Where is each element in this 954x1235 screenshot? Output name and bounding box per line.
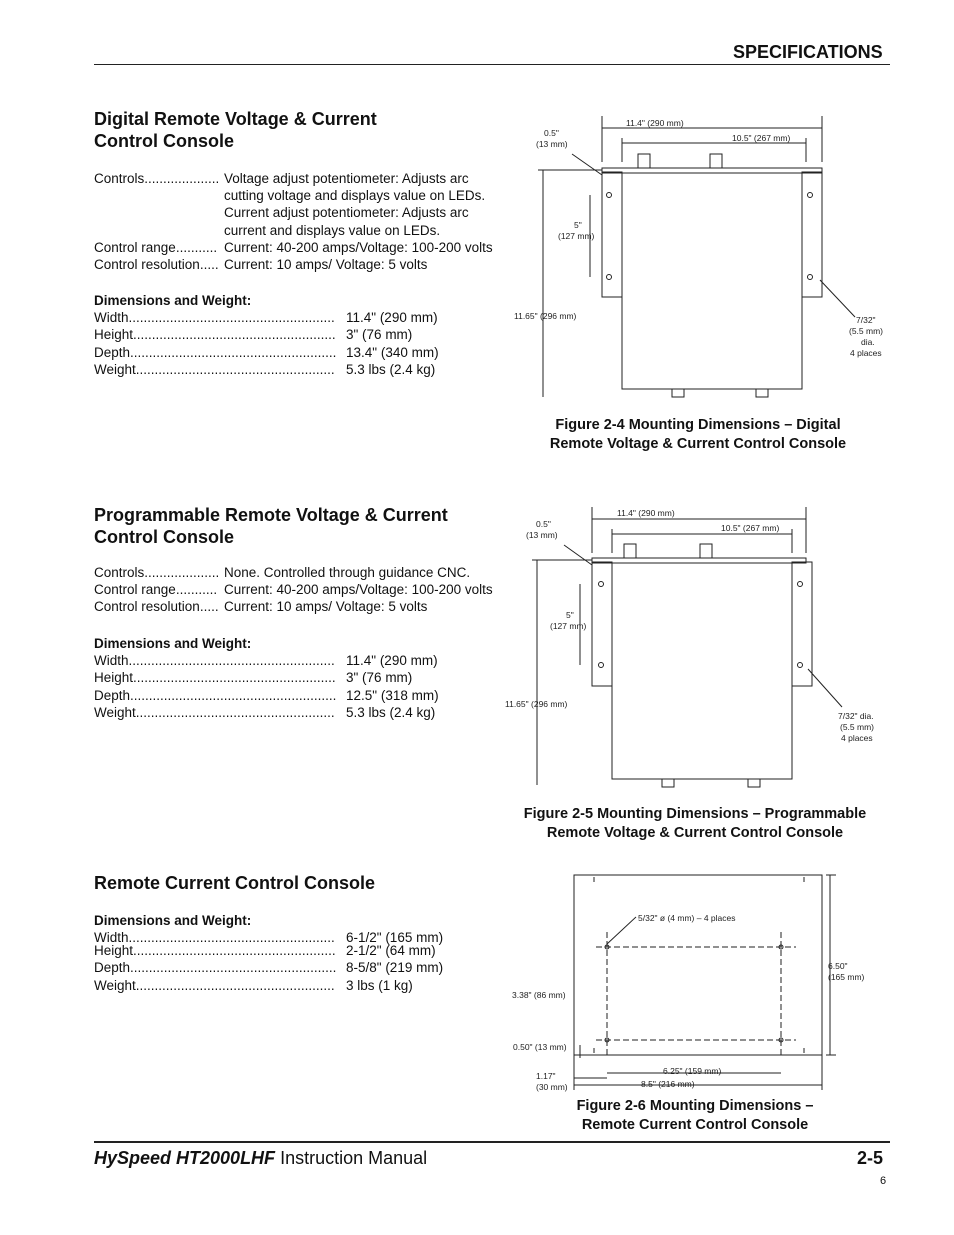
dim-row-height: Height ...................................................... 3" (76 mm) [94,670,413,686]
svg-text:3.38" (86 mm): 3.38" (86 mm) [512,990,566,1000]
spec-row-resolution: Control resolution ..... Current: 10 amps/ Voltage: 5 volts [94,599,428,615]
section-header: SPECIFICATIONS [733,42,883,62]
dim-row-width: Width ....................................................... 6-1/2" (165 mm) [94,930,444,946]
figure-2-4-caption: Figure 2-4 Mounting Dimensions – Digital Remote Voltage & Current Control Console [549,417,847,452]
section-title-remote-current: Remote Current Control Console [94,873,376,893]
dims-title: Dimensions and Weight: [94,293,252,308]
spec-row-resolution: Control resolution ..... Current: 10 amps/ Voltage: 5 volts [94,257,428,272]
svg-text:(13 mm): (13 mm) [536,139,568,149]
figure-2-6-caption: Figure 2-6 Mounting Dimensions – Remote Current Control Console [576,1098,814,1133]
figure-2-6-drawing [508,868,878,1098]
svg-text:(5.5 mm): (5.5 mm) [840,722,874,732]
dim-row-weight: Weight ..................................................... 3 lbs (1 kg) [94,977,413,993]
dim-row-height: Height ...................................................... 2-1/2" (64 mm) [94,943,436,959]
footer-manual-title: HySpeed HT2000LHF Instruction Manual [94,1148,428,1168]
svg-text:5": 5" [566,610,574,620]
svg-text:7/32": 7/32" [856,315,876,325]
svg-text:10.5" (267 mm): 10.5" (267 mm) [721,523,780,533]
page-number: 6 [880,1175,887,1187]
svg-text:0.5": 0.5" [536,519,551,529]
figure-2-5-caption: Figure 2-5 Mounting Dimensions – Programmable Remote Voltage & Current Control Console [523,806,867,841]
svg-text:dia.: dia. [861,337,875,347]
svg-text:8.5" (216 mm): 8.5" (216 mm) [641,1079,695,1089]
svg-text:0.5": 0.5" [544,128,559,138]
footer-rule [94,1141,890,1143]
dims-remote-current: Dimensions and Weight: Width ....................................................... 6-1/2" (165 mm) Height ...................................................... 2-1/2" (64 mm) Depth ....................................................... 8-5/8" (219 mm) Weight ..................................................... 3 lbs (1 kg) [94,913,444,993]
spec-row-range: Control range ........... Current: 40-200 amps/Voltage: 100-200 volts [94,582,493,598]
spec-row-controls: Controls .................... None. Controlled through guidance CNC. [94,565,471,580]
svg-text:(127 mm): (127 mm) [558,231,595,241]
dim-row-weight: Weight ..................................................... 5.3 lbs (2.4 kg) [94,361,436,377]
header-rule [94,64,890,65]
figure-2-4-drawing [510,112,890,402]
dim-row-width: Width ....................................................... 11.4" (290 mm) [94,653,438,669]
dim-row-depth: Depth ....................................................... 12.5" (318 mm) [94,687,439,703]
specs-digital [94,170,493,273]
svg-text:(5.5 mm): (5.5 mm) [849,326,883,336]
spec-row-controls: Controls .................... Voltage adjust potentiometer: Adjusts arc cutting voltage and displays value on LEDs. Current adjust potentiometer: Adjusts arc current and displays value on LEDs. [94,171,486,238]
section-title-programmable: Programmable Remote Voltage & Current Control Console [94,505,448,547]
dims-programmable: Dimensions and Weight: Width ....................................................... 11.4" (290 mm) Height ...................................................... 3" (76 mm) Depth ....................................................... 12.5" (318 mm) Weight ..................................................... 5.3 lbs (2.4 kg) [94,636,439,720]
svg-text:(30 mm): (30 mm) [536,1082,568,1092]
svg-text:(165 mm): (165 mm) [828,972,865,982]
svg-text:1.17": 1.17" [536,1071,556,1081]
dim-row-depth: Depth ....................................................... 8-5/8" (219 mm) [94,960,444,976]
svg-text:11.65" (296 mm): 11.65" (296 mm) [505,699,568,709]
svg-text:(127 mm): (127 mm) [550,621,587,631]
svg-text:4 places: 4 places [850,348,882,358]
figure-2-5-drawing [500,503,890,793]
svg-text:0.50" (13 mm): 0.50" (13 mm) [513,1042,567,1052]
svg-text:11.65" (296 mm): 11.65" (296 mm) [514,311,577,321]
spec-row-range: Control range ........... Current: 40-200 amps/Voltage: 100-200 volts [94,239,493,255]
svg-text:11.4" (290 mm): 11.4" (290 mm) [626,118,684,128]
svg-text:(13 mm): (13 mm) [526,530,558,540]
svg-text:7/32" dia.: 7/32" dia. [838,711,874,721]
svg-text:5/32" ø (4 mm) – 4 places: 5/32" ø (4 mm) – 4 places [638,913,736,923]
dims-digital [94,292,439,378]
dim-row-width: Width ....................................................... 11.4" (290 mm) [94,310,438,326]
svg-text:5": 5" [574,220,582,230]
specs-programmable [94,564,493,616]
dim-row-weight: Weight ..................................................... 5.3 lbs (2.4 kg) [94,704,436,720]
section-title-digital: Digital Remote Voltage & Current Control Console [94,109,377,151]
svg-text:10.5" (267 mm): 10.5" (267 mm) [732,133,791,143]
svg-text:6.25" (159 mm): 6.25" (159 mm) [663,1066,722,1076]
svg-text:4 places: 4 places [841,733,873,743]
svg-text:11.4" (290 mm): 11.4" (290 mm) [617,508,675,518]
dim-row-depth: Depth ....................................................... 13.4" (340 mm) [94,344,439,360]
footer-page-ref: 2-5 [857,1148,884,1168]
svg-text:6.50": 6.50" [828,961,848,971]
dim-row-height: Height ...................................................... 3" (76 mm) [94,327,413,343]
